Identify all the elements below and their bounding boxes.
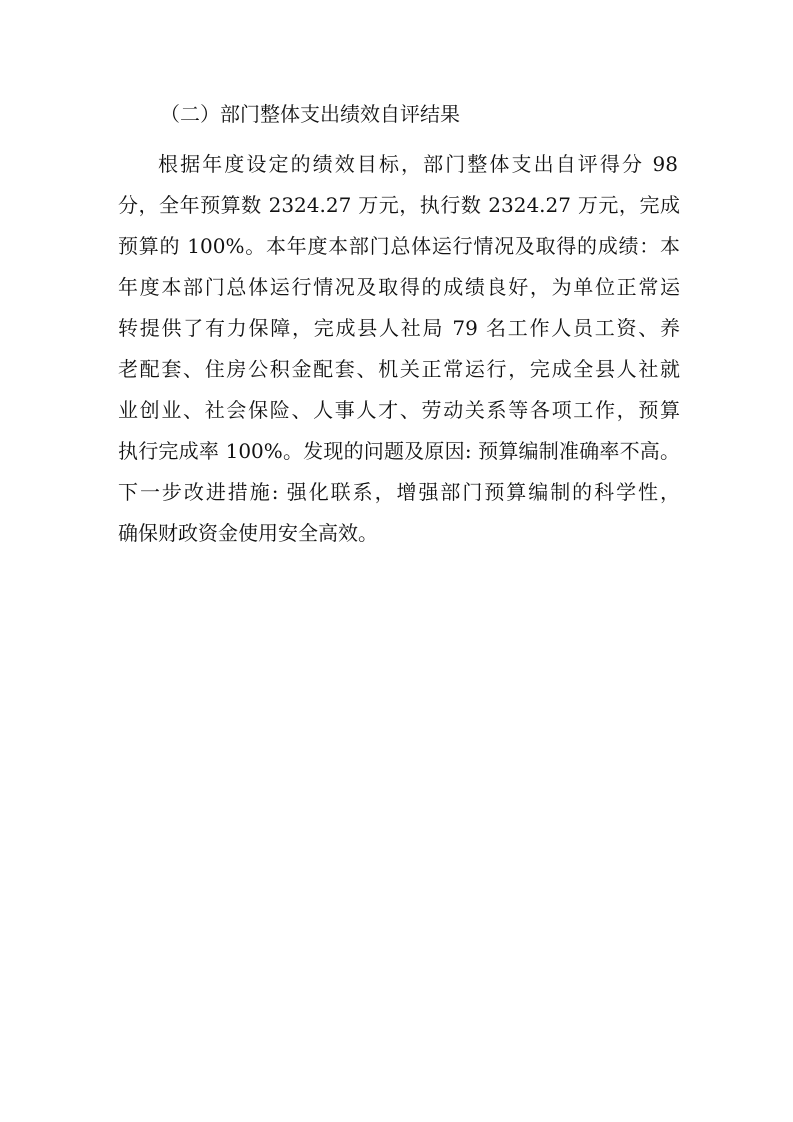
paragraph-line-1: 根据年度设定的绩效目标，部门整体支出自评得分 98 [158, 152, 678, 176]
paragraph-line-9: 下一步改进措施: 强化联系，增强部门预算编制的科学性， [118, 480, 680, 504]
paragraph-line-10: 确保财政资金使用安全高效。 [118, 521, 378, 545]
paragraph-line-8: 执行完成率 100%。发现的问题及原因: 预算编制准确率不高。 [118, 439, 680, 463]
paragraph-line-2: 分，全年预算数 2324.27 万元，执行数 2324.27 万元，完成 [118, 193, 680, 217]
paragraph-line-7: 业创业、社会保险、人事人才、劳动关系等各项工作，预算 [118, 398, 680, 422]
paragraph-line-4: 年度本部门总体运行情况及取得的成绩良好，为单位正常运 [118, 275, 680, 299]
section-heading: （二）部门整体支出绩效自评结果 [160, 102, 460, 126]
paragraph-line-6: 老配套、住房公积金配套、机关正常运行，完成全县人社就 [118, 357, 680, 381]
paragraph-line-5: 转提供了有力保障，完成县人社局 79 名工作人员工资、养 [118, 316, 680, 340]
paragraph-line-3: 预算的 100%。本年度本部门总体运行情况及取得的成绩：本 [118, 234, 680, 258]
